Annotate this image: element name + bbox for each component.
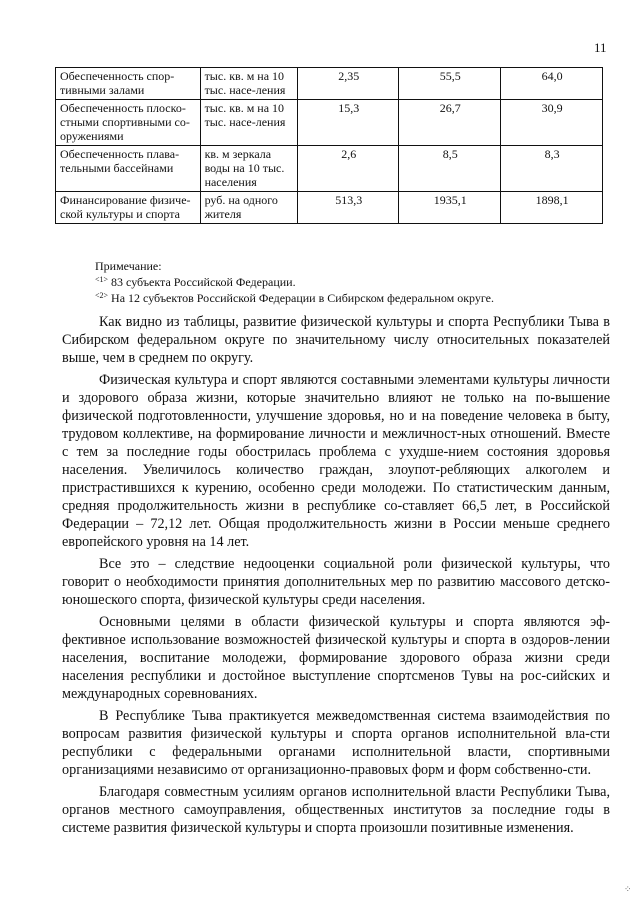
paragraph: Как видно из таблицы, развитие физической культуры и спорта Республики Тыва в Сибирском федеральном округе по значительному числу относительных показателей выше, чем в среднем по округу.	[62, 314, 610, 366]
table-cell-indicator: Обеспеченность плава-тельными бассейнами	[56, 146, 201, 192]
page-number: 11	[594, 40, 607, 55]
table-cell-value: 64,0	[501, 68, 603, 100]
note-item	[95, 289, 494, 305]
note-marker: <1>	[95, 275, 109, 284]
table-row	[56, 146, 603, 192]
table-cell-value: 2,35	[297, 68, 398, 100]
table-cell-indicator: Обеспеченность спор-тивными залами	[56, 68, 201, 100]
paragraph: Благодаря совместным усилиям органов исполнительной власти Республики Тыва, органов местного самоуправления, общественных институтов за последние годы в системе развития физической культуры и спорта произошли позитивные изменения.	[62, 784, 610, 836]
table-cell-value: 1898,1	[501, 192, 603, 224]
table-row	[56, 100, 603, 146]
paragraph: Все это – следствие недооценки социальной роли физической культуры, что говорит о необходимости принятия дополнительных мер по развитию массового детско-юношеского спорта, физической культуры среди населения.	[62, 556, 610, 608]
table-cell-value: 513,3	[297, 192, 398, 224]
note-text: 83 субъекта Российской Федерации.	[111, 275, 296, 289]
table-cell-unit: тыс. кв. м на 10 тыс. насе-ления	[200, 100, 297, 146]
table-cell-value: 55,5	[399, 68, 501, 100]
table-cell-unit: тыс. кв. м на 10 тыс. насе-ления	[200, 68, 297, 100]
table-cell-unit: руб. на одного жителя	[200, 192, 297, 224]
table-cell-unit: кв. м зеркала воды на 10 тыс. населения	[200, 146, 297, 192]
table-cell-value: 8,5	[399, 146, 501, 192]
table-cell-value: 1935,1	[399, 192, 501, 224]
note-item	[95, 273, 494, 289]
table-cell-value: 15,3	[297, 100, 398, 146]
table-cell-value: 26,7	[399, 100, 501, 146]
notes-heading: Примечание:	[95, 259, 162, 273]
scan-artifact-mark: ⁘	[624, 884, 632, 894]
note-text: На 12 субъектов Российской Федерации в Сибирском федеральном округе.	[111, 291, 494, 305]
table-cell-value: 30,9	[501, 100, 603, 146]
table-cell-indicator: Финансирование физиче-ской культуры и спорта	[56, 192, 201, 224]
table-row	[56, 68, 603, 100]
note-marker: <2>	[95, 291, 109, 300]
table-row	[56, 192, 603, 224]
body-text	[62, 313, 610, 841]
table-cell-value: 2,6	[297, 146, 398, 192]
table-cell-value: 8,3	[501, 146, 603, 192]
statistics-table	[55, 67, 603, 224]
table-cell-indicator: Обеспеченность плоско-стными спортивными со-оружениями	[56, 100, 201, 146]
table-notes	[95, 259, 494, 305]
paragraph: Физическая культура и спорт являются составными элементами культуры личности и здорового образа жизни, которые значительно влияют не только на по-вышение физической подготовленности, улучшение здоровья, но и на поведение человека в быту, трудовом коллективе, на формирование личности и межличност-ных отношений. Вместе с тем за последние годы обострилась проблема с ухудше-нием состояния здоровья населения. Увеличилось количество граждан, злоупот-ребляющих алкоголем и пристрастившихся к курению, особенно среди молодежи. По статистическим данным, средняя продолжительность жизни в республике со-ставляет 66,5 лет, в Российской Федерации – 72,12 лет. Общая продолжительность жизни в России меньше среднего европейского уровня на 14 лет.	[62, 372, 610, 550]
paragraph: Основными целями в области физической культуры и спорта являются эф-фективное использование возможностей физической культуры и спорта в оздоров-лении населения, воспитание молодежи, формирование здорового образа жизни среди населения республики и достойное выступление спортсменов Тувы на рос-сийских и международных соревнованиях.	[62, 614, 610, 702]
paragraph: В Республике Тыва практикуется межведомственная система взаимодействия по вопросам развития физической культуры и спорта органов исполнительной вла-сти республики с федеральными органами исполнительной власти, спортивными организациями независимо от организационно-правовых форм и форм собственно-сти.	[62, 708, 610, 778]
